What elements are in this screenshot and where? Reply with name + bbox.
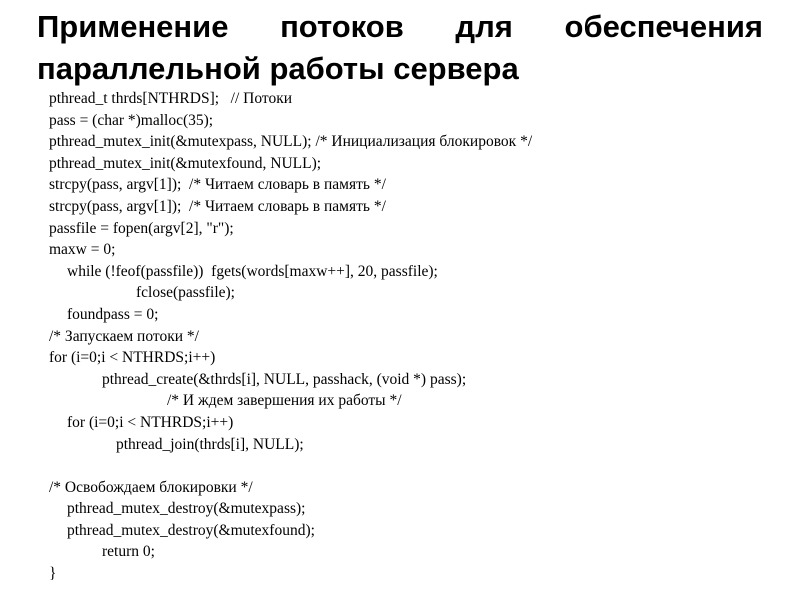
code-block	[49, 88, 769, 585]
code-line: while (!feof(passfile)) fgets(words[maxw++], 20, passfile);	[67, 262, 438, 280]
title-word: для	[455, 9, 513, 44]
code-line: /* Освобождаем блокировки */	[49, 478, 253, 496]
code-line: foundpass = 0;	[67, 305, 159, 323]
code-line: pthread_mutex_destroy(&mutexpass);	[67, 500, 306, 518]
code-line: strcpy(pass, argv[1]); /* Читаем словарь в память */	[49, 197, 386, 215]
code-line: return 0;	[102, 543, 155, 561]
code-line: pass = (char *)malloc(35);	[49, 111, 214, 129]
code-line: for (i=0;i < NTHRDS;i++)	[67, 413, 234, 431]
title-word: Применение	[37, 9, 229, 44]
code-line: /* И ждем завершения их работы */	[167, 392, 402, 410]
code-line: pthread_mutex_init(&mutexfound, NULL);	[49, 154, 322, 172]
slide-title	[37, 6, 763, 90]
title-line-2: параллельной работы сервера	[37, 51, 519, 86]
code-line: pthread_mutex_init(&mutexpass, NULL); /* Инициализация блокировок */	[49, 133, 533, 151]
code-line: pthread_t thrds[NTHRDS]; // Потоки	[49, 90, 293, 107]
code-line: pthread_create(&thrds[i], NULL, passhack, (void *) pass);	[102, 370, 467, 388]
code-line: for (i=0;i < NTHRDS;i++)	[49, 349, 216, 367]
code-line: pthread_join(thrds[i], NULL);	[116, 435, 304, 453]
title-word: обеспечения	[564, 9, 763, 44]
code-line: maxw = 0;	[49, 241, 116, 259]
code-line: pthread_mutex_destroy(&mutexfound);	[67, 521, 315, 539]
code-line: fclose(passfile);	[136, 284, 235, 302]
code-line: strcpy(pass, argv[1]); /* Читаем словарь в память */	[49, 176, 386, 194]
code-line: passfile = fopen(argv[2], "r");	[49, 219, 234, 237]
title-word: потоков	[280, 9, 404, 44]
title-line-1	[37, 6, 763, 48]
code-line: /* Запускаем потоки */	[49, 327, 199, 345]
code-line	[49, 455, 769, 477]
code-line: }	[49, 565, 57, 583]
